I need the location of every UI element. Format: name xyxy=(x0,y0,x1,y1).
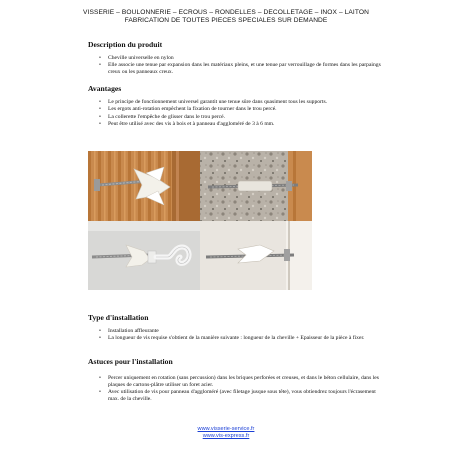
footer-link-vis-express[interactable]: www.vis-express.fr xyxy=(202,432,250,439)
bullet-icon: • xyxy=(99,99,101,105)
footer-link-visserie-service[interactable]: www.visserie-service.fr xyxy=(197,426,255,432)
list-item: • Les ergots anti-rotation empêchent la fixation de tourner dans le trou percé. xyxy=(99,106,277,113)
wall-anchor-photo-wood xyxy=(88,151,200,221)
list-item: • Avec utilisation de vis pour panneau d'aggloméré (avec filetage jusque sous tête), vous obtiendrez toujours l'écrasement max. de la cheville. xyxy=(99,389,376,402)
bullet-icon: • xyxy=(99,328,101,334)
section-title-type-installation: Type d'installation xyxy=(88,313,149,322)
list-item: • Le principe de fonctionnement universel garantit une tenue sûre dans quasiment tous les supports. xyxy=(99,99,328,105)
company-header xyxy=(0,9,452,25)
bullet-icon: • xyxy=(99,106,101,113)
section-astuces xyxy=(88,357,388,403)
footer xyxy=(0,426,452,440)
wall-anchor-photo-hook xyxy=(88,221,200,290)
list-item: • Installation affleurante xyxy=(99,328,159,334)
list-item: • Elle associe une tenue par expansion dans les matériaux pleins, et une tenue par verrouillage de formes dans les parpaings creux ou les panneaux creux. xyxy=(99,62,381,76)
header-line-2: FABRICATION DE TOUTES PIECES SPECIALES SUR DEMANDE xyxy=(124,17,328,24)
section-title-description: Description du produit xyxy=(88,40,163,49)
avantages-list xyxy=(88,99,388,128)
bullet-icon: • xyxy=(99,55,101,61)
bullet-icon: • xyxy=(99,113,101,120)
section-title-astuces: Astuces pour l'installation xyxy=(88,357,173,366)
list-item: • Percer uniquement en rotation (sans percussion) dans les briques perforées et creuses, et dans le béton cellulaire, dans les plaques de cartons-plâtre utiliser un foret acier. xyxy=(99,375,379,388)
bullet-icon: • xyxy=(99,121,101,128)
wall-anchor-photo-stone xyxy=(200,151,312,221)
list-item: • La collerette l'empêche de glisser dans le trou percé. xyxy=(99,113,226,120)
astuces-list xyxy=(88,375,388,403)
description-list xyxy=(88,55,388,76)
type-installation-list xyxy=(88,328,388,342)
list-item: • Peut être utilisé avec des vis à bois et à panneau d'aggloméré de 3 à 6 mm. xyxy=(99,121,275,128)
list-item: • Cheville universelle en nylon xyxy=(99,55,174,61)
section-description xyxy=(88,40,388,77)
wall-anchor-photo-plaster xyxy=(200,221,312,290)
bullet-icon: • xyxy=(99,375,101,381)
bullet-icon: • xyxy=(99,62,101,69)
header-line-1: VISSERIE – BOULONNERIE – ECROUS – RONDELLES – DECOLLETAGE – INOX – LAITON xyxy=(83,9,369,16)
bullet-icon: • xyxy=(99,389,101,396)
bullet-icon: • xyxy=(99,335,101,342)
section-avantages xyxy=(88,84,388,129)
product-photo xyxy=(88,151,312,290)
list-item: • La longueur de vis requise s'obtient de la manière suivante : longueur de la cheville + Epaisseur de la pièce à fixer. xyxy=(99,335,365,342)
section-type-installation xyxy=(88,313,388,343)
section-title-avantages: Avantages xyxy=(88,84,122,93)
